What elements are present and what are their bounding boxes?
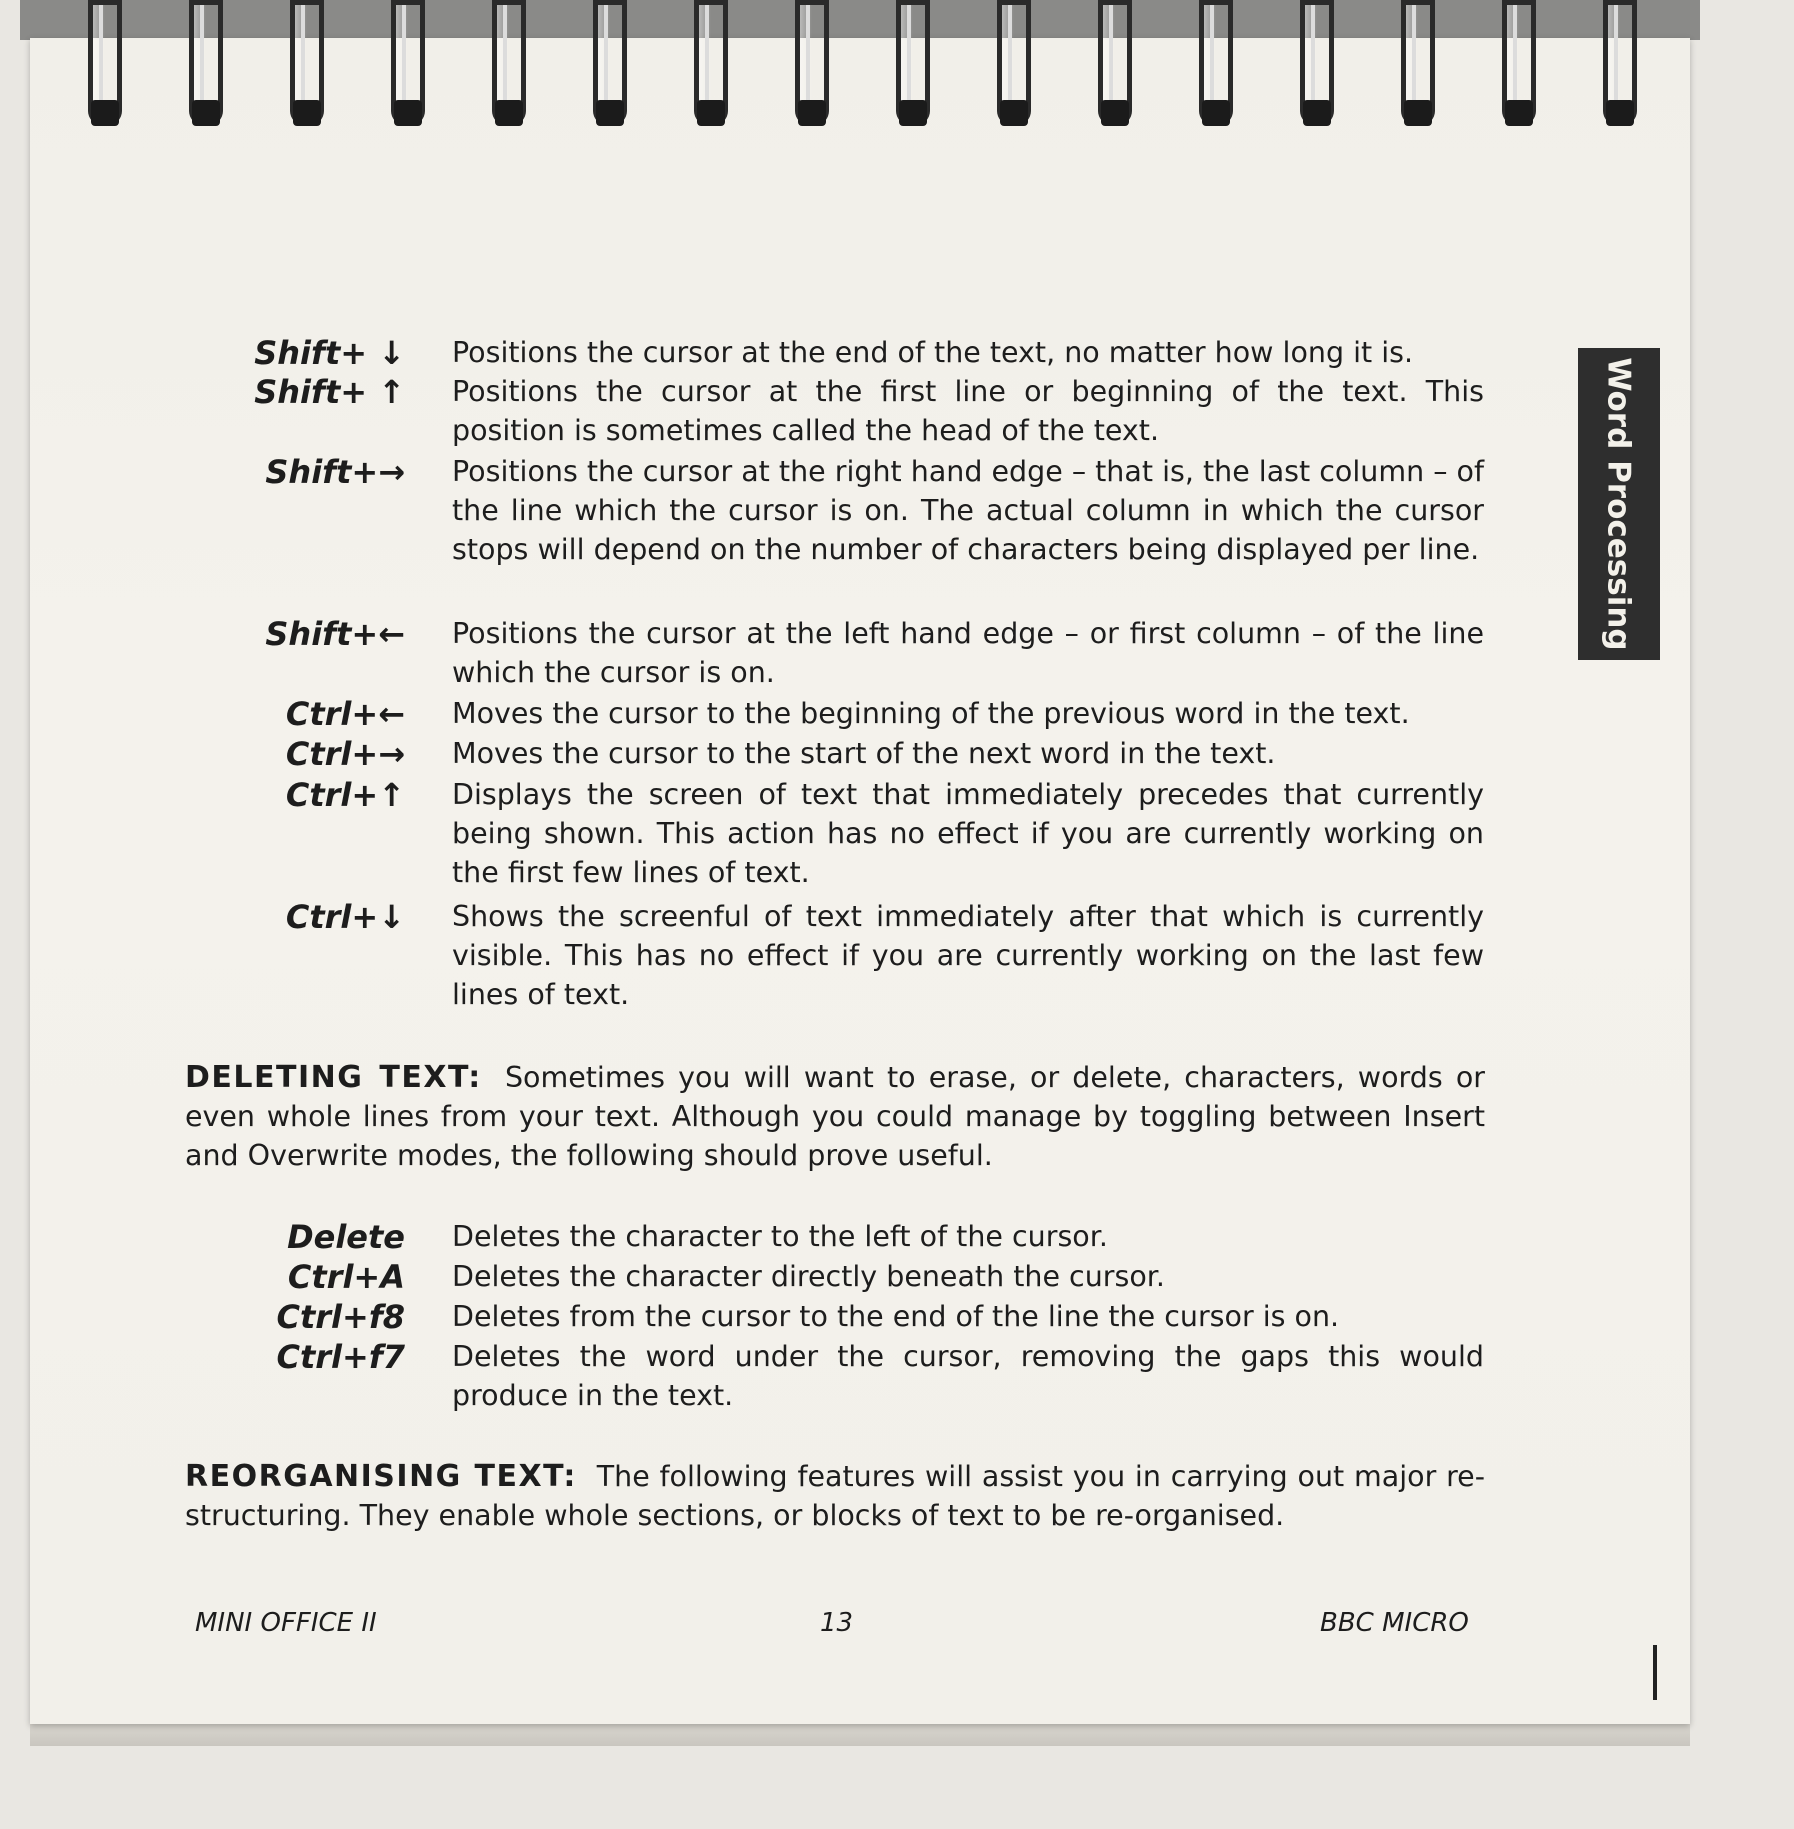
shortcut-key: Shift+←	[265, 615, 405, 653]
shortcut-key: Ctrl+f7	[276, 1338, 405, 1376]
shortcut-description: Displays the screen of text that immediately precedes that currently being shown. This action has no effect if you are currently working on the first few lines of text.	[452, 778, 1484, 889]
shortcut-description: Deletes from the cursor to the end of the line the cursor is on.	[452, 1300, 1340, 1333]
shortcut-description: Deletes the word under the cursor, removing the gaps this would produce in the text.	[452, 1340, 1484, 1412]
shortcut-key: Ctrl+←	[285, 695, 405, 733]
shortcut-description: Deletes the character to the left of the cursor.	[452, 1220, 1108, 1253]
footer-platform-name: BBC MICRO	[1320, 1608, 1469, 1638]
shortcut-description: Positions the cursor at the left hand edge – or first column – of the line which the cursor is on.	[452, 617, 1484, 689]
shortcut-description: Moves the cursor to the start of the next word in the text.	[452, 737, 1276, 770]
shortcut-key: Ctrl+A	[287, 1258, 405, 1296]
section-tab-label: Word Processing	[1601, 357, 1637, 651]
page-edge-mark	[1653, 1645, 1657, 1700]
shortcut-description: Positions the cursor at the end of the text, no matter how long it is.	[452, 336, 1414, 369]
shortcut-description: Deletes the character directly beneath the cursor.	[452, 1260, 1165, 1293]
section-body: Sometimes you will want to erase, or delete, characters, words or even whole lines from your text. Although you could manage by toggling between Insert and Overwrite modes, the following should prove useful.	[185, 1061, 1485, 1172]
shortcut-key: Ctrl+↓	[285, 898, 405, 936]
section-body: The following features will assist you in carrying out major re-structuring. They enable whole sections, or blocks of text to be re-organised.	[185, 1460, 1485, 1532]
shortcut-key: Ctrl+→	[285, 735, 405, 773]
section-heading: DELETING TEXT:	[185, 1060, 482, 1095]
reorganising-text-section	[185, 1457, 1485, 1535]
footer-page-number: 13	[820, 1608, 854, 1638]
shortcut-description: Moves the cursor to the beginning of the previous word in the text.	[452, 697, 1410, 730]
shortcut-key: Ctrl+f8	[276, 1298, 405, 1336]
shortcut-description: Positions the cursor at the right hand edge – that is, the last column – of the line which the cursor is on. The actual column in which the cursor stops will depend on the number of characters being displayed per line.	[452, 455, 1484, 566]
shortcut-key: Delete	[287, 1218, 405, 1256]
shortcut-description: Shows the screenful of text immediately after that which is currently visible. This has no effect if you are currently working on the last few lines of text.	[452, 900, 1484, 1011]
shortcut-key: Ctrl+↑	[285, 776, 405, 814]
shortcut-key: Shift+→	[265, 453, 405, 491]
footer-product-name: MINI OFFICE II	[195, 1608, 377, 1638]
shortcut-key: Shift+ ↓	[254, 334, 405, 372]
deleting-text-section	[185, 1058, 1485, 1175]
section-heading: REORGANISING TEXT:	[185, 1459, 577, 1494]
shortcut-key: Shift+ ↑	[254, 373, 405, 411]
shortcut-description: Positions the cursor at the first line or beginning of the text. This position is sometimes called the head of the text.	[452, 375, 1484, 447]
